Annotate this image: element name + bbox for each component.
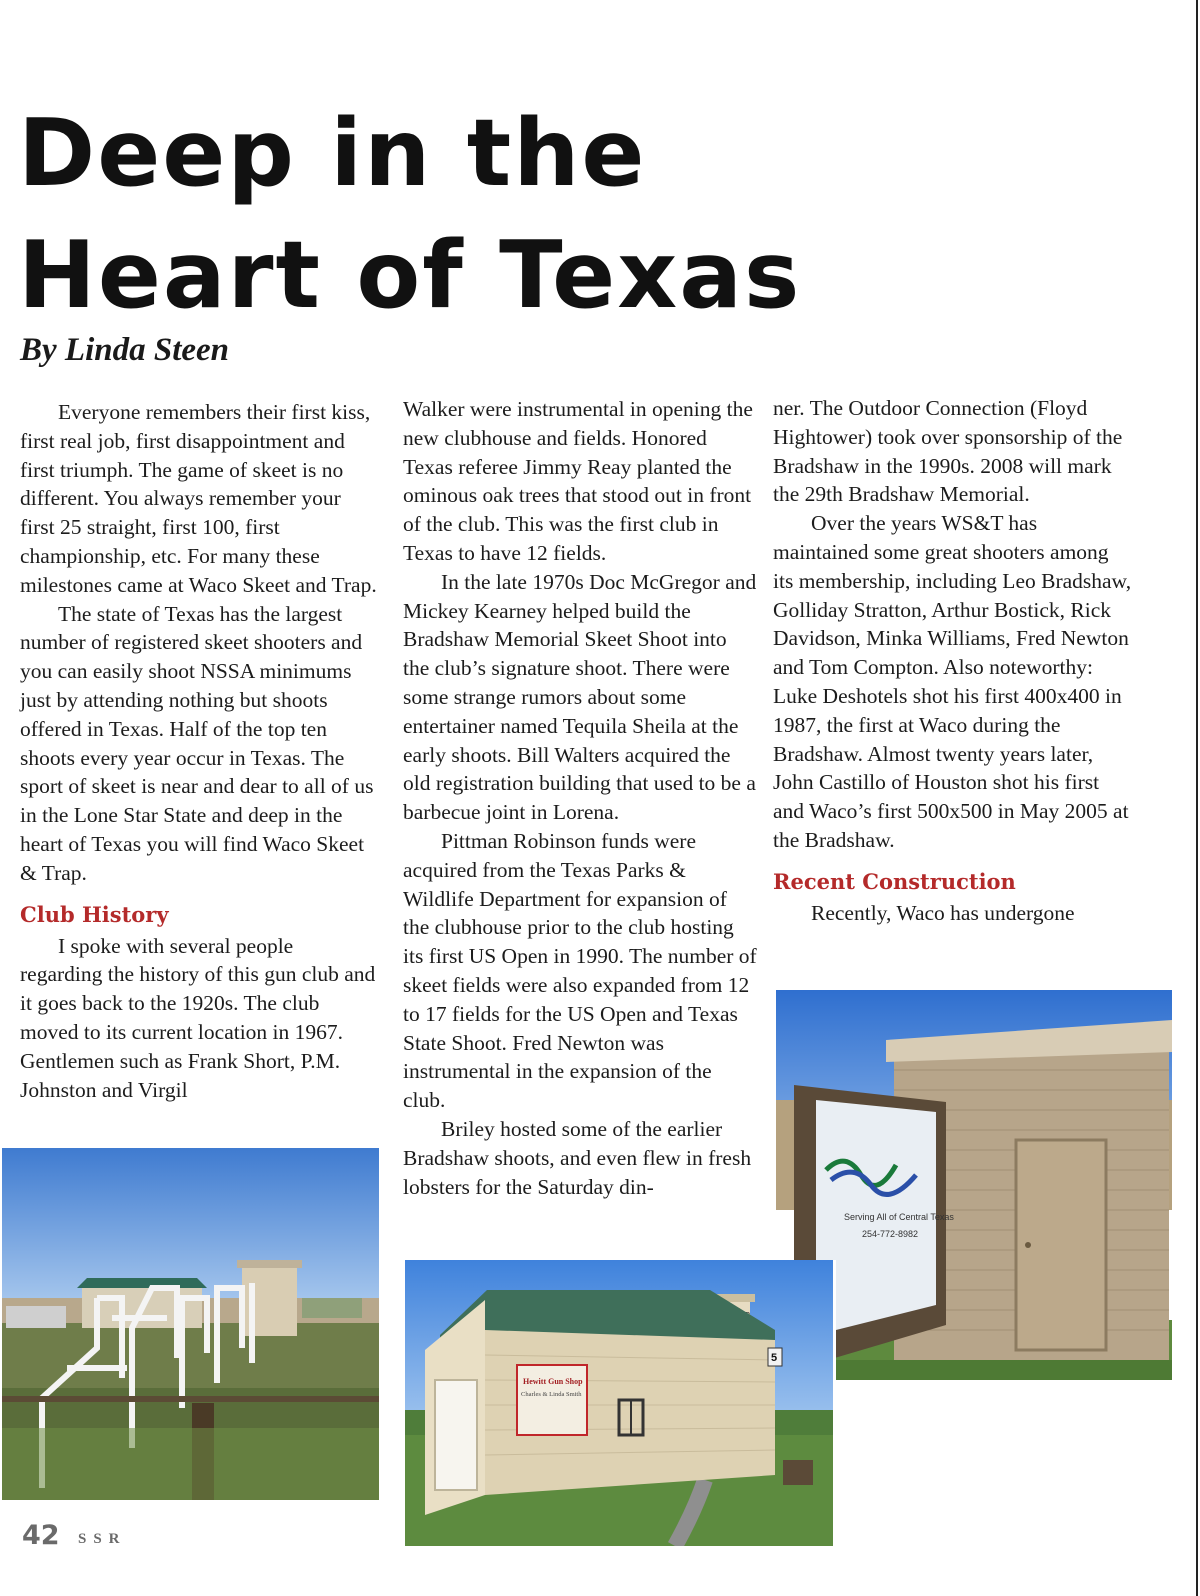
paragraph: ner. The Outdoor Connection (Floyd Hightower) took over sponsorship of the Bradshaw in the 1990s. 2008 will mark the 29th Bradshaw Memorial. <box>773 396 1123 507</box>
article-title <box>18 92 1018 336</box>
shed-sign-text-2: 254-772-8982 <box>862 1229 919 1239</box>
field-number: 5 <box>771 1352 778 1364</box>
paragraph: In the late 1970s Doc McGregor and Mickey Kearney helped build the Bradshaw Memorial Skeet Shoot into the club’s signature shoot. There were some strange rumors about some entertainer named Tequila Sheila at the early shoots. Bill Walters acquired the old registration building that used to be a barbecue joint in Lorena. <box>403 569 757 825</box>
gunshop-sign-sub: Charles & Linda Smith <box>521 1391 582 1398</box>
title-line-2: Heart of Texas <box>18 221 802 329</box>
paragraph: Briley hosted some of the earlier Bradshaw shoots, and even flew in fresh lobsters for the Saturday din- <box>403 1116 752 1199</box>
title-line-1: Deep in the <box>18 99 647 207</box>
page-edge-line <box>1196 0 1198 1596</box>
skeet-field-illustration <box>2 1148 379 1500</box>
photo-gun-shop-building <box>405 1260 836 1546</box>
section-heading-recent-construction: Recent Construction <box>773 868 1016 894</box>
photo-skeet-field <box>2 1148 379 1500</box>
text-column-3 <box>773 394 1133 928</box>
text-column-2 <box>403 395 758 1201</box>
paragraph: Pittman Robinson funds were acquired from the Texas Parks & Wildlife Department for expansion of the clubhouse prior to the club hosting its first US Open in 1990. The number of skeet fields were also expanded from 12 to 17 fields for the US Open and Texas State Shoot. Fred Newton was instrumental in the expansion of the club. <box>403 828 757 1113</box>
gunshop-sign-title: Hewitt Gun Shop <box>523 1377 583 1386</box>
text-column-1 <box>20 398 380 1104</box>
gunshop-illustration <box>405 1260 833 1546</box>
paragraph: Everyone remembers their first kiss, first real job, first disappointment and first triumph. The game of skeet is no different. You always remember your first 25 straight, first 100, first championship, etc. For many these milestones came at Waco Skeet and Trap. <box>20 400 377 597</box>
shed-sign-text-1: Serving All of Central Texas <box>844 1212 954 1222</box>
paragraph: Walker were instrumental in opening the new clubhouse and fields. Honored Texas referee Jimmy Reay planted the ominous oak trees that stood out in front of the club. This was the first club in Texas to have 12 fields. <box>403 397 753 565</box>
publication-name: SSR <box>78 1531 127 1547</box>
paragraph: The state of Texas has the largest number of registered skeet shooters and you can easily shoot NSSA minimums just by attending nothing but shoots offered in Texas. Half of the top ten shoots every year occur in Texas. The sport of skeet is near and dear to all of us in the Lone Star State and deep in the heart of Texas you will find Waco Skeet & Trap. <box>20 601 374 885</box>
section-heading-club-history: Club History <box>20 901 169 927</box>
page-number: 42 <box>22 1520 60 1551</box>
paragraph: Recently, Waco has undergone <box>811 900 1075 925</box>
paragraph: I spoke with several people regarding the history of this gun club and it goes back to the 1920s. The club moved to its current location in 1967. Gentlemen such as Frank Short, P.M. Johnston and Virgil <box>20 933 376 1102</box>
paragraph: Over the years WS&T has maintained some great shooters among its membership, including Leo Bradshaw, Golliday Stratton, Arthur Bostick, Rick Davidson, Minka Williams, Fred Newton and Tom Compton. Also noteworthy: Luke Deshotels shot his first 400x400 in 1987, the first at Waco during the Bradshaw. Almost twenty years later, John Castillo of Houston shot his first and Waco’s first 500x500 in May 2005 at the Bradshaw. <box>773 511 1132 852</box>
byline: By Linda Steen <box>20 332 230 368</box>
